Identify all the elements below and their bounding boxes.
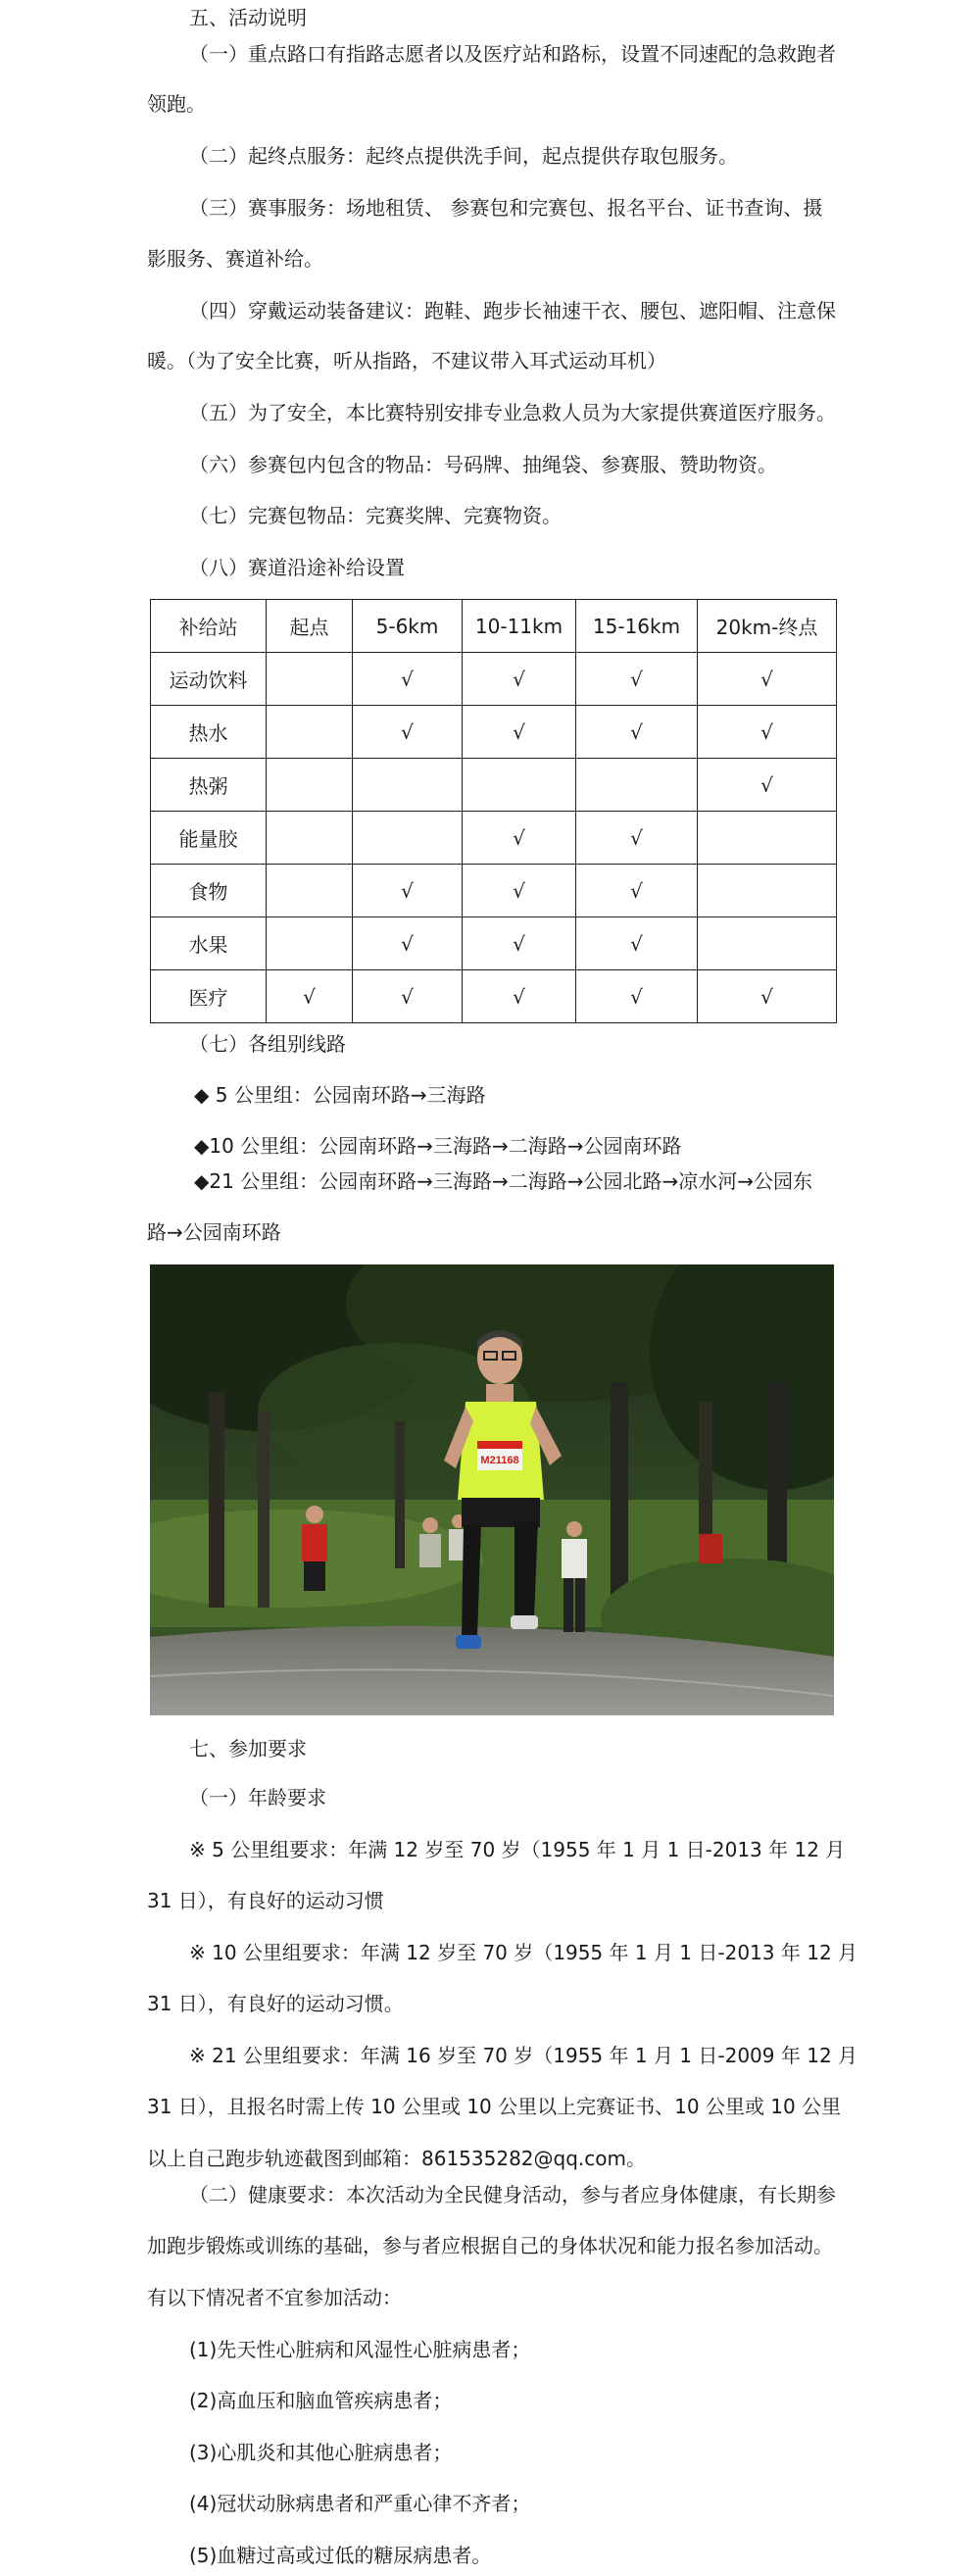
table-cell [267, 653, 353, 706]
table-cell: √ [698, 706, 837, 759]
table-cell [698, 917, 837, 970]
table-cell [463, 759, 576, 812]
paragraph-4-line-1: （四）穿戴运动装备建议：跑鞋、跑步长袖速干衣、腰包、遮阳帽、注意保 [189, 299, 836, 322]
age-21km-line-3: 以上自己跑步轨迹截图到邮箱：861535282@qq.com。 [147, 2147, 646, 2170]
table-cell: √ [353, 917, 463, 970]
route-21km-line-1: ◆21 公里组：公园南环路→三海路→二海路→公园北路→凉水河→公园东 [194, 1169, 812, 1193]
age-21km-line-2: 31 日），且报名时需上传 10 公里或 10 公里以上完赛证书、10 公里或 10 公里 [147, 2095, 842, 2118]
paragraph-2: （二）起终点服务：起终点提供洗手间，起点提供存取包服务。 [189, 144, 738, 168]
table-cell: √ [576, 865, 698, 917]
table-cell: 水果 [151, 917, 267, 970]
condition-item: (5)血糖过高或过低的糖尿病患者。 [189, 2544, 492, 2567]
table-cell [353, 812, 463, 865]
table-cell: √ [353, 970, 463, 1023]
condition-item: (4)冠状动脉病患者和严重心律不齐者； [189, 2492, 531, 2515]
table-cell: √ [698, 970, 837, 1023]
route-10km: ◆10 公里组：公园南环路→三海路→二海路→公园南环路 [194, 1134, 682, 1158]
table-header-cell: 20km-终点 [698, 600, 837, 653]
table-header-cell: 5-6km [353, 600, 463, 653]
age-requirement-title: （一）年龄要求 [189, 1786, 326, 1809]
table-cell [698, 812, 837, 865]
age-10km-line-1: ※ 10 公里组要求：年满 12 岁至 70 岁（1955 年 1 月 1 日-2013 年 12 月 [189, 1941, 858, 1964]
table-cell: 食物 [151, 865, 267, 917]
section-seven-title: 七、参加要求 [189, 1737, 307, 1760]
table-header-row [151, 600, 837, 653]
table-header-cell: 10-11km [463, 600, 576, 653]
table-cell: √ [576, 812, 698, 865]
table-cell: 运动饮料 [151, 653, 267, 706]
age-5km-line-1: ※ 5 公里组要求：年满 12 岁至 70 岁（1955 年 1 月 1 日-2013 年 12 月 [189, 1838, 846, 1861]
table-cell: √ [463, 970, 576, 1023]
paragraph-1-line-1: （一）重点路口有指路志愿者以及医疗站和路标，设置不同速配的急救跑者 [189, 42, 836, 66]
supply-table [150, 599, 837, 1023]
table-cell: √ [463, 812, 576, 865]
table-cell: √ [353, 653, 463, 706]
health-requirement-line-2: 加跑步锻炼或训练的基础，参与者应根据自己的身体状况和能力报名参加活动。 [147, 2234, 833, 2257]
table-cell [698, 865, 837, 917]
table-header-cell: 起点 [267, 600, 353, 653]
table-cell [267, 706, 353, 759]
condition-item: (1)先天性心脏病和风湿性心脏病患者； [189, 2338, 531, 2361]
table-cell: √ [463, 653, 576, 706]
table-row [151, 917, 837, 970]
section-five-title: 五、活动说明 [189, 6, 307, 29]
table-cell [267, 812, 353, 865]
table-row [151, 865, 837, 917]
table-cell [267, 917, 353, 970]
paragraph-5: （五）为了安全，本比赛特别安排专业急救人员为大家提供赛道医疗服务。 [189, 401, 836, 424]
route-5km: ◆ 5 公里组：公园南环路→三海路 [194, 1083, 486, 1107]
paragraph-4-line-2: 暖。（为了安全比赛，听从指路，不建议带入耳式运动耳机） [147, 349, 666, 372]
table-cell: √ [698, 759, 837, 812]
table-cell: √ [576, 970, 698, 1023]
condition-item: (2)高血压和脑血管疾病患者； [189, 2389, 453, 2412]
table-cell: 能量胶 [151, 812, 267, 865]
paragraph-3-line-2: 影服务、赛道补给。 [147, 247, 323, 271]
table-cell: √ [463, 917, 576, 970]
table-row [151, 706, 837, 759]
table-cell [267, 865, 353, 917]
table-cell: √ [576, 706, 698, 759]
route-21km-line-2: 路→公园南环路 [147, 1220, 281, 1244]
bib-number: M21168 [480, 1455, 519, 1466]
table-cell: √ [463, 865, 576, 917]
health-requirement-line-1: （二）健康要求：本次活动为全民健身活动，参与者应身体健康，有长期参 [189, 2183, 836, 2206]
table-cell [267, 759, 353, 812]
table-row [151, 653, 837, 706]
table-cell: √ [576, 653, 698, 706]
table-cell: √ [463, 706, 576, 759]
table-cell [353, 759, 463, 812]
paragraph-3-line-1: （三）赛事服务：场地租赁、 参赛包和完赛包、报名平台、证书查询、摄 [189, 196, 823, 220]
table-cell: 热粥 [151, 759, 267, 812]
paragraph-1-line-2: 领跑。 [147, 92, 206, 116]
table-row [151, 970, 837, 1023]
age-5km-line-2: 31 日），有良好的运动习惯 [147, 1889, 384, 1912]
health-requirement-line-3: 有以下情况者不宜参加活动： [147, 2286, 402, 2309]
paragraph-7: （七）完赛包物品：完赛奖牌、完赛物资。 [189, 504, 562, 527]
age-21km-line-1: ※ 21 公里组要求：年满 16 岁至 70 岁（1955 年 1 月 1 日-2009 年 12 月 [189, 2044, 858, 2067]
table-row [151, 812, 837, 865]
table-cell: 医疗 [151, 970, 267, 1023]
paragraph-6: （六）参赛包内包含的物品：号码牌、抽绳袋、参赛服、赞助物资。 [189, 453, 777, 476]
routes-title: （七）各组别线路 [189, 1032, 346, 1056]
table-cell: √ [267, 970, 353, 1023]
condition-item: (3)心肌炎和其他心脏病患者； [189, 2441, 453, 2464]
table-row [151, 759, 837, 812]
table-header-cell: 补给站 [151, 600, 267, 653]
table-cell: 热水 [151, 706, 267, 759]
table-cell: √ [576, 917, 698, 970]
paragraph-8: （八）赛道沿途补给设置 [189, 556, 405, 579]
runner-photo [150, 1264, 834, 1715]
table-cell: √ [353, 706, 463, 759]
table-header-cell: 15-16km [576, 600, 698, 653]
table-cell: √ [353, 865, 463, 917]
table-cell: √ [698, 653, 837, 706]
age-10km-line-2: 31 日），有良好的运动习惯。 [147, 1992, 404, 2015]
table-cell [576, 759, 698, 812]
